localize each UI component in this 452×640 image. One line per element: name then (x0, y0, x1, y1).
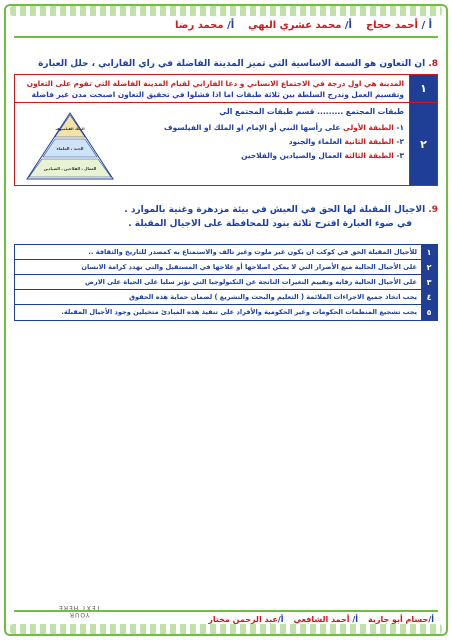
pyramid-top-label: الملك الفيلسوف (55, 127, 85, 131)
question-9-title: 9. الاجيال المقبلة لها الحق في العيش في بيئة مزدهرة وغنية بالموارد . (124, 205, 438, 215)
author-3: أ/ محمد رضا (175, 19, 235, 31)
question-9-table (14, 244, 438, 321)
pyramid-bottom-label: العمال ، الفلاحين ، الصيادين (43, 166, 97, 171)
row-text: طبقات المجتمع ......... قسم طبقات المجتمع الي ١- الطبقة الأولى على رأسها النبي أو الإمام او الملك او الفيلسوف ٢- الطبقة الثانية العلماء والجنود ٣- الطبقة الثالثة العمال والصيادين والفلاحين الملك الفيلسوف الجند ، العلماء العمال ، الفلاحين ، الصيادين (15, 103, 409, 185)
footer-author-3: أ/عبد الرحمن مختار (208, 614, 284, 624)
table-row: ٢ على الأجيال الحالية منع الأضرار التي لا يمكن اصلاحها أو علاجها في المستقبل والتي تهدد كرامة الانسان (15, 260, 437, 275)
society-pyramid-diagram (25, 111, 115, 181)
pyramid-middle-label: الجند ، العلماء (56, 146, 84, 151)
author-2: أ/ محمد عشري البهي (248, 19, 352, 31)
footer-author-1: أ/حسام أبو جازية (367, 614, 434, 624)
footer-authors (14, 610, 438, 626)
question-9-subtitle: في ضوء العبارة اقترح ثلاثة بنود للمحافظة على الاجيال المقبلة . (128, 219, 412, 229)
row-number: ١ (409, 75, 437, 102)
table-row: ٣ على الأجيال الحالية رقابه وتقييم التغيرات الناتجة عن التكنولوجيا التي تؤثر سلبا على الحياة على الارض (15, 275, 437, 290)
watermark: YOUR TEXT HERE (58, 604, 101, 618)
answer-row-1 (15, 75, 437, 103)
row-text: المدينة هي اول درجة في الاجتماع الانساني و دعا الفارابي لقيام المدينة الفاضلة التي تقوم على التعاون وتقسيم العمل وتدرج السلطة بين ثلاثة طبقات اما اذا فشلوا في تحقيق التعاون اصبحت مدن غير فاضلة (26, 79, 404, 99)
row-number: ٢ (409, 103, 437, 185)
header-authors (14, 14, 438, 38)
stratum-1: ١- الطبقة الأولى على رأسها النبي أو الإمام او الملك او الفيلسوف (164, 123, 404, 132)
answer-row-2 (15, 103, 437, 185)
table-row: ١ للأجيال المقبلة الحق في كوكب ان يكون غير ملوث وغير تالف والاستمتاع به كمصدر للتاريخ والثقافة .. (15, 245, 437, 260)
table-row: ٤ يجب اتخاذ جميع الاجراءات الملائمة ( التعليم والبحث والتشريع ) لضمان حماية هذه الحقوق (15, 290, 437, 305)
stratum-3: ٣- الطبقة الثالثة العمال والصيادين والفلاحين (241, 151, 404, 160)
question-8-title: 8. ان التعاون هو السمة الاساسية التي تميز المدينة الفاضلة في راي الفارابي ، حلل العبارة (38, 59, 438, 69)
question-8-answer-box (14, 74, 438, 186)
author-1: أ / أحمد حجاج (365, 19, 432, 31)
footer-author-2: أ/ أحمد الشافعي (293, 614, 358, 624)
stratum-2: ٢- الطبقة الثانية العلماء والجنود (288, 137, 404, 146)
table-row: ٥ يجب تشجيع المنظمات الحكومات وغير الحكومية والأفراد على تنفيذ هذه المبادئ متخيلين وجود الأجيال المقبلة. (15, 305, 437, 320)
